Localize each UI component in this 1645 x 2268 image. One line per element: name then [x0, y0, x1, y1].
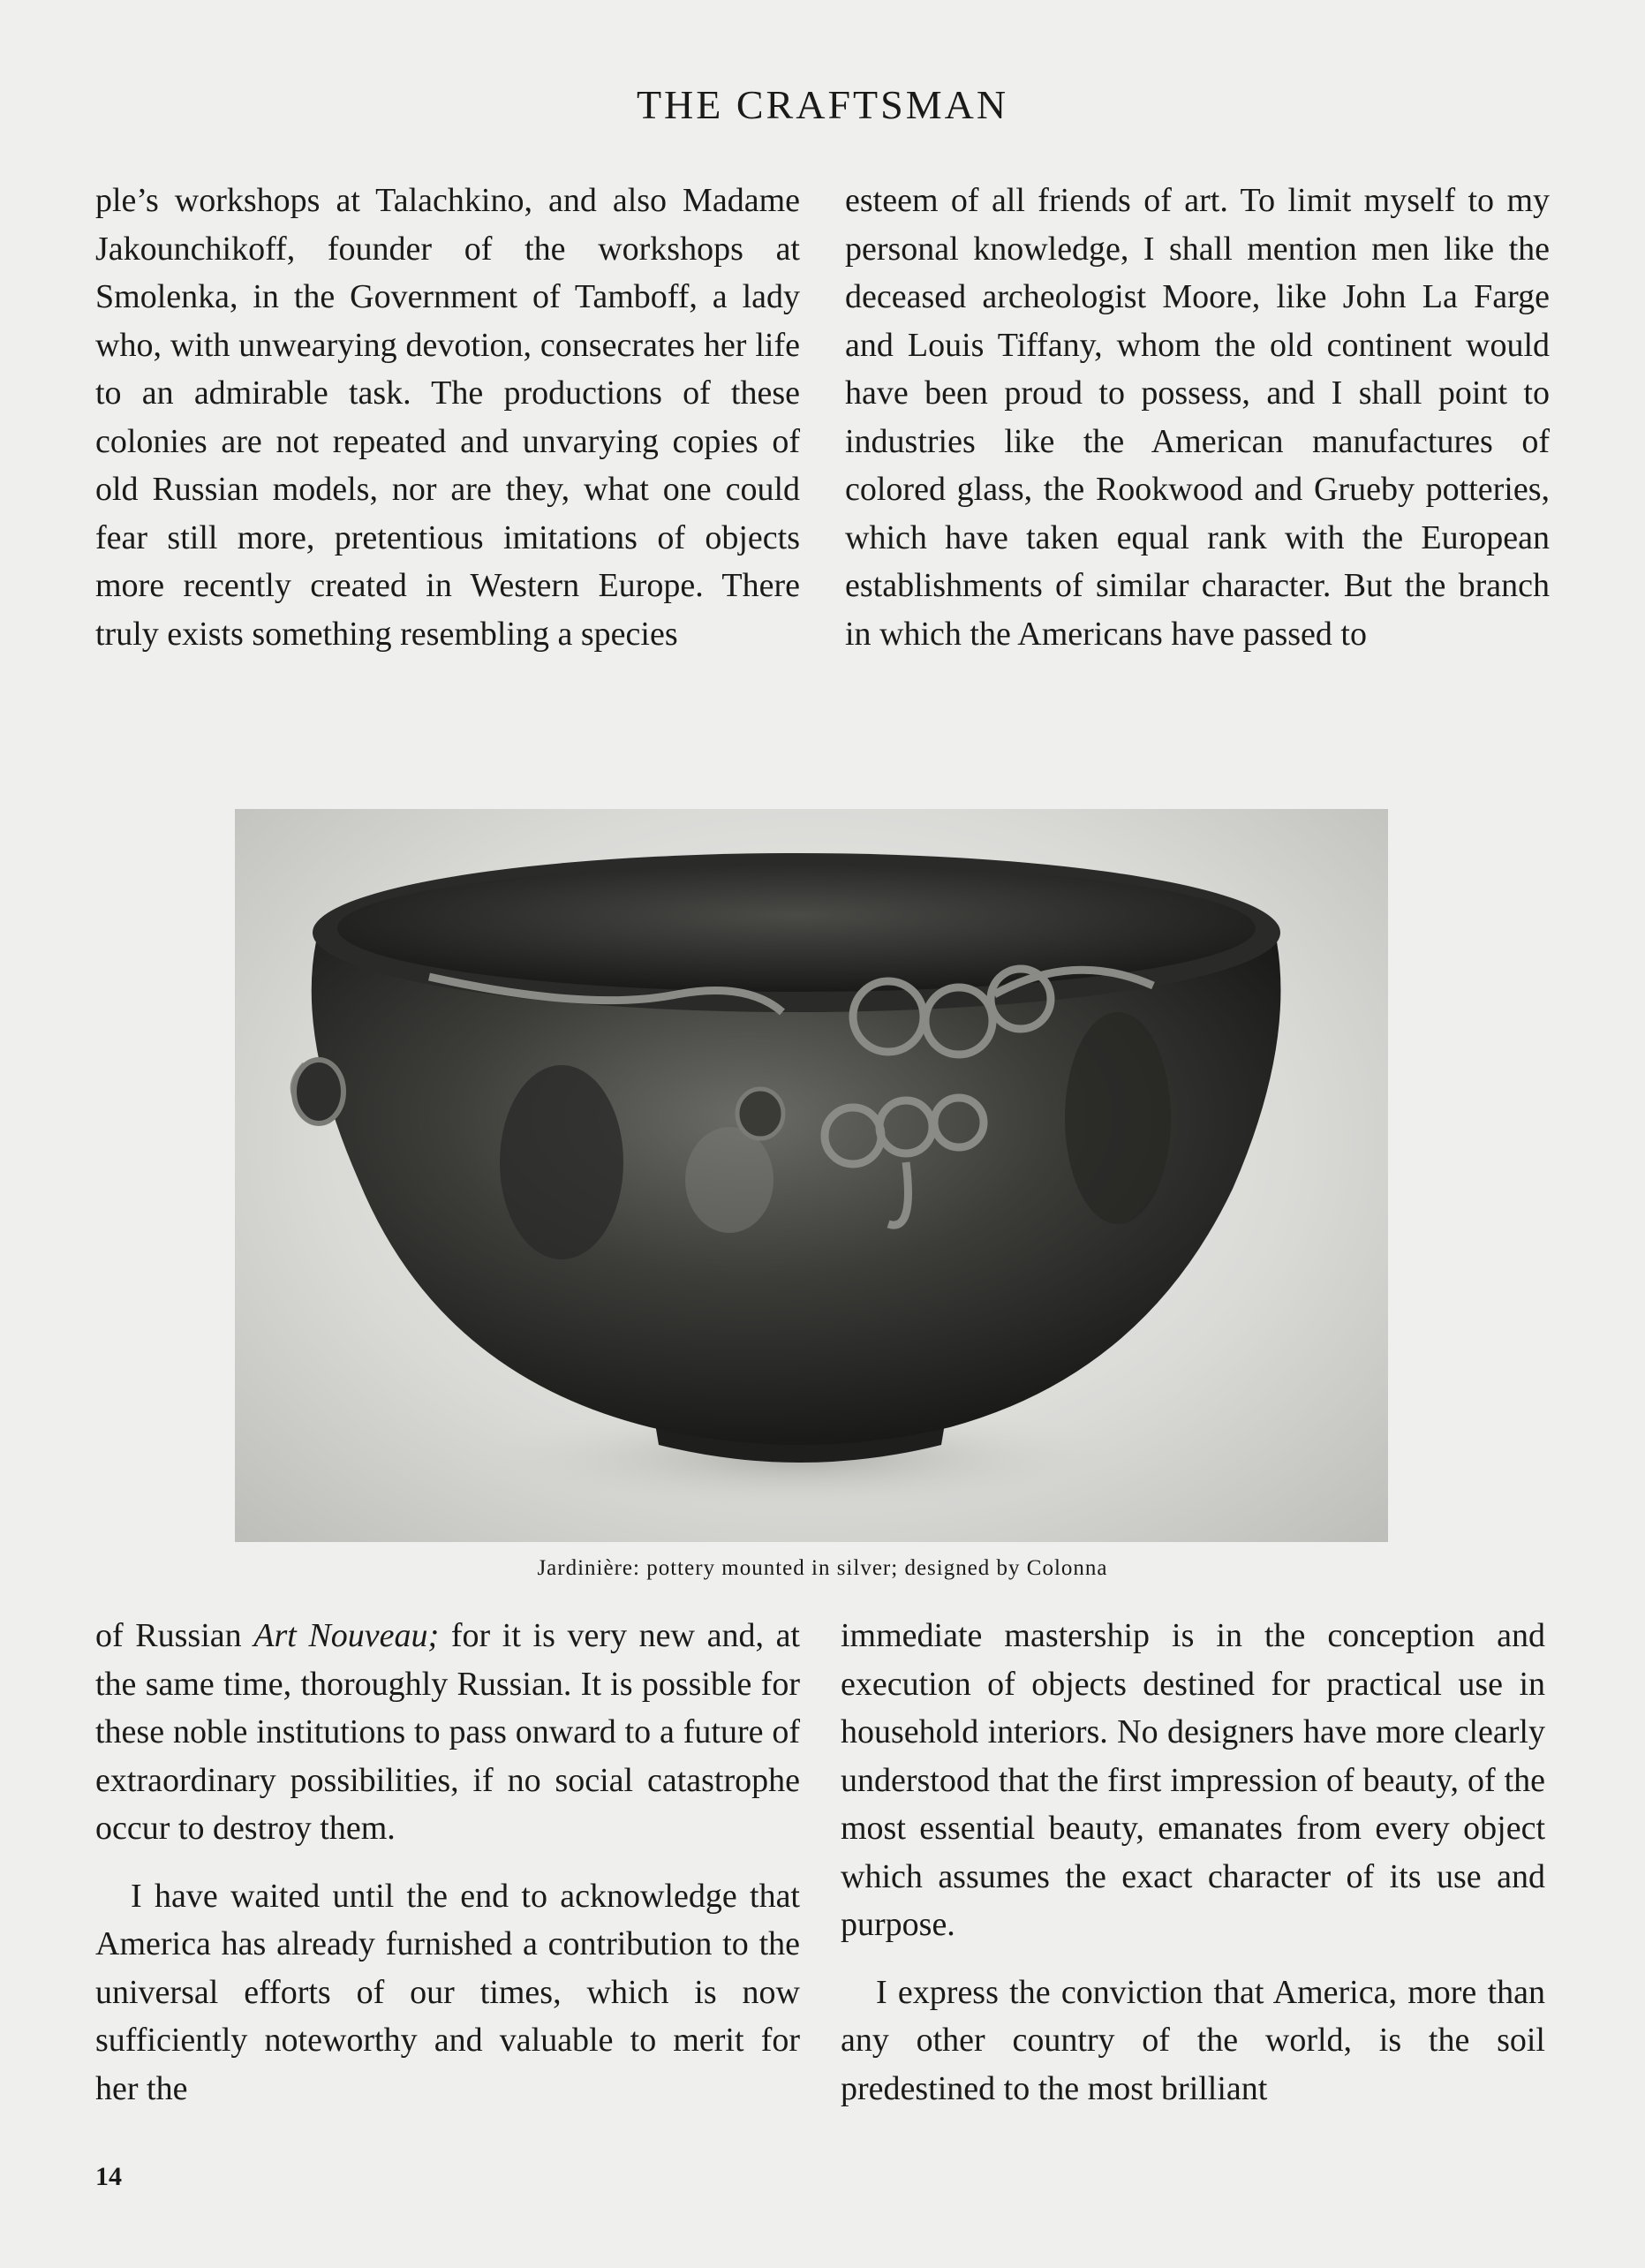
top-left-column	[95, 177, 800, 658]
jardiniere-bowl-image	[235, 809, 1388, 1542]
page-number: 14	[95, 2162, 122, 2191]
figure-caption: Jardinière: pottery mounted in silver; designed by Colonna	[537, 1556, 1108, 1580]
bottom-right-paragraph-1: immediate mastership is in the conception and execution of objects destined for practical use in household interiors. No designers have more clearly understood that the first impression of beauty, of the most essential beauty, emanates from every object which assumes the exact character of its use and purpose.	[841, 1617, 1545, 1943]
glaze-patch	[1065, 1012, 1171, 1224]
bottom-left-column	[95, 1612, 800, 2113]
running-head: THE CRAFTSMAN	[636, 82, 1009, 127]
text-run: for it is very new and, at the same time, thoroughly Russian. It is possible for these noble institutions to pass onward to a future of extraordinary possibilities, if no social catastrophe occur to destroy them.	[95, 1617, 800, 1847]
bottom-left-paragraph-1	[95, 1612, 800, 1853]
silver-knob	[294, 1060, 343, 1123]
italic-text-run: Art Nouveau;	[253, 1617, 440, 1654]
glaze-patch	[500, 1065, 623, 1259]
bottom-right-paragraph-2: I express the conviction that America, more than any other country of the world, is the soil predestined to the most brilliant	[841, 1973, 1545, 2107]
top-right-column	[845, 177, 1550, 658]
bottom-right-column	[841, 1612, 1545, 2113]
glaze-patch	[685, 1127, 773, 1233]
silver-knob	[737, 1089, 783, 1138]
text-run: of Russian	[95, 1617, 254, 1654]
top-left-paragraph: ple’s workshops at Talachkino, and also Madame Jakounchikoff, founder of the workshops at Smolenka, in the Government of Tamboff, a lady who, with unwearying devotion, consecrates her life to an admirable task. The productions of these colonies are not repeated and unvarying copies of old Russian models, nor are they, what one could fear still more, pretentious imitations of objects more recently created in Western Europe. There truly exists something resembling a species	[95, 182, 800, 653]
bottom-left-paragraph-2: I have waited until the end to acknowledge that America has already furnished a contribution to the universal efforts of our times, which is now sufficiently noteworthy and valuable to merit for her the	[95, 1877, 800, 2107]
top-right-paragraph: esteem of all friends of art. To limit myself to my personal knowledge, I shall mention men like the deceased archeologist Moore, like John La Farge and Louis Tiffany, whom the old continent would have been proud to possess, and I shall point to industries like the American manufactures of colored glass, the Rookwood and Grueby potteries, which have taken equal rank with the European establishments of similar character. But the branch in which the Americans have passed to	[845, 182, 1550, 653]
jardiniere-photograph	[235, 809, 1388, 1542]
